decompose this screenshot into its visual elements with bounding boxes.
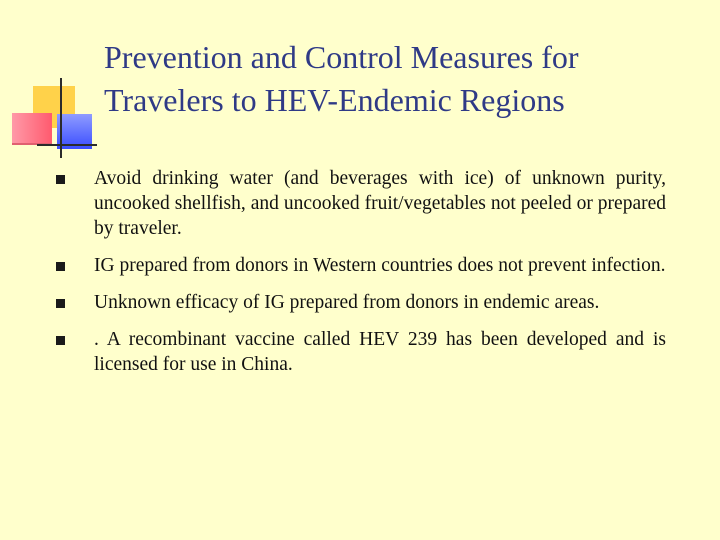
slide-title-line-2: Travelers to HEV-Endemic Regions [104, 82, 565, 118]
bullet-list [56, 166, 666, 389]
slide-title-line-1: Prevention and Control Measures for [104, 39, 579, 75]
bullet-item [56, 166, 666, 241]
bullet-item [56, 327, 666, 377]
bullet-text: Avoid drinking water (and beverages with ice) of unknown purity, uncooked shellfish, and uncooked fruit/vegetables not peeled or prepared by traveler. [94, 168, 666, 239]
square-bullet-icon [56, 299, 65, 308]
decor-vertical-line [60, 78, 62, 158]
bullet-text: . A recombinant vaccine called HEV 239 has been developed and is licensed for use in China. [94, 329, 666, 375]
bullet-text: IG prepared from donors in Western countries does not prevent infection. [94, 255, 666, 276]
square-bullet-icon [56, 175, 65, 184]
square-bullet-icon [56, 336, 65, 345]
bullet-item [56, 290, 666, 315]
bullet-item [56, 253, 666, 278]
slide-title [104, 36, 704, 122]
bullet-text: Unknown efficacy of IG prepared from donors in endemic areas. [94, 292, 600, 313]
square-bullet-icon [56, 262, 65, 271]
decor-red-square [12, 113, 52, 145]
decor-horizontal-line [37, 144, 97, 146]
